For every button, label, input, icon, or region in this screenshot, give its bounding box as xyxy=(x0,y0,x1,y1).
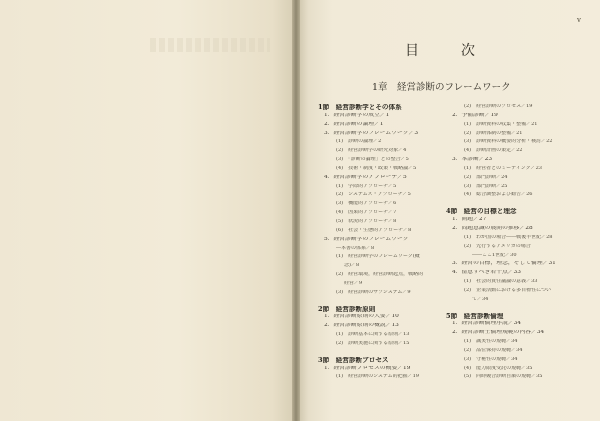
toc-entry: 5．経営診断学のフレームワーク xyxy=(324,236,409,242)
toc-entry: (1) 経営診断のシステム的把握／19 xyxy=(336,374,419,380)
toc-section-heading: 2節 経営診断原則 xyxy=(318,305,376,313)
show-through-text xyxy=(150,38,270,52)
page-number: v xyxy=(577,16,581,24)
toc-entry: 1．経営診断プロセスの概要／19 xyxy=(324,365,411,371)
toc-entry: (5) 状況的アプローチ／8 xyxy=(336,218,397,224)
toc-entry: (2) 企業活動における多目標性につい xyxy=(464,287,551,293)
toc-entry: 念)／8 xyxy=(344,263,360,269)
toc-entry: (6) 社会・生態的アプローチ／8 xyxy=(336,227,412,233)
toc-entry: ―本書の体系／8 xyxy=(336,245,375,251)
toc-entry: (1) 学際的アプローチ／5 xyxy=(336,183,397,189)
toc-entry: (2) 経営環境，経営診断起点，戦略的 xyxy=(336,272,424,278)
toc-entry: 4．経営診断学のアプローチ／5 xyxy=(324,174,407,180)
toc-entry: (1) 診断基本に関する原則／13 xyxy=(336,332,410,338)
toc-entry: 2．経営診断原則の概説／13 xyxy=(324,323,399,329)
toc-entry: (1) 誠実性の規範／34 xyxy=(464,339,518,345)
toc-title: 目 次 xyxy=(405,43,489,59)
toc-entry: 2．予備診断／19 xyxy=(452,112,498,118)
toc-entry: (5) 同時競合診断自粛の規範／35 xyxy=(464,374,543,380)
toc-entry: (3) 経営診断のサブシステム／9 xyxy=(336,289,411,295)
chapter-heading: 1章 経営診断のフレームワーク xyxy=(372,82,511,93)
toc-entry: (2) 診断体制の整備／21 xyxy=(464,130,523,136)
toc-entry: (2) 経営診断学の研究対象／4 xyxy=(336,148,407,154)
toc-entry: (2) 品位保持の規範／34 xyxy=(464,347,523,353)
toc-entry: (2) 診断実施に関する原則／15 xyxy=(336,340,410,346)
toc-entry: (3) 守秘性の規範／34 xyxy=(464,356,518,362)
toc-section-heading: 5節 経営診断倫理 xyxy=(446,312,504,320)
toc-column-left xyxy=(318,104,440,383)
toc-section-heading: 4節 経営の目標と理念 xyxy=(446,208,517,216)
toc-entry: (4) 能力限度受託の規範／35 xyxy=(464,365,533,371)
toc-section-heading: 1節 経営診断学とその体系 xyxy=(318,104,402,111)
toc-entry: 1．開題／27 xyxy=(452,217,487,223)
toc-entry: 1．経営診断倫理序説／34 xyxy=(452,321,522,327)
toc-entry: て／34 xyxy=(472,296,489,302)
toc-spacer xyxy=(446,201,596,208)
toc-entry: (1) わが国の場合――戦後半世紀／28 xyxy=(464,234,553,240)
book-gutter xyxy=(292,0,300,421)
toc-entry: 2．経営診断の論理／1 xyxy=(324,121,384,127)
toc-entry: (3) 部門診断／25 xyxy=(464,183,508,189)
toc-entry: 2．経営診断士倫理規範の内容／34 xyxy=(452,330,545,336)
toc-entry: (1) 診断の論理／2 xyxy=(336,139,382,145)
toc-entry: 1．経営診断原則の大要／10 xyxy=(324,314,399,320)
toc-entry: (2) 経営診断のプロセス／19 xyxy=(464,104,533,109)
toc-entry: 3．経営の目標，理念，そして倫理／31 xyxy=(452,261,556,267)
toc-entry: (3) 機能的アプローチ／6 xyxy=(336,201,397,207)
toc-entry: 4．留意すべき若干点／33 xyxy=(452,270,521,276)
toc-entry: (3) 「診断の論理」との整合／5 xyxy=(336,157,409,163)
toc-entry: (2) 先行するアメリカの場合 xyxy=(464,243,531,249)
toc-entry: (4) 技術・制度・政策・戦略論／5 xyxy=(336,165,417,171)
toc-entry: 3．経営診断学のフレームワーク／3 xyxy=(324,130,419,136)
toc-spacer xyxy=(318,299,440,306)
toc-entry: (3) 診断資料の概要的分析・検討／22 xyxy=(464,139,553,145)
toc-column-right xyxy=(446,104,596,383)
toc-entry: (2) システムズ・アプローチ／5 xyxy=(336,192,411,198)
toc-entry: 2．問題意識の展開の推移／28 xyxy=(452,225,533,231)
toc-entry: (4) 総合調整および勧告／26 xyxy=(464,192,533,198)
toc-entry: ――ここ1世紀／30 xyxy=(472,252,517,258)
toc-entry: (2) 部門診断／24 xyxy=(464,174,508,180)
toc-entry: (1) 経営診断学のフレームワーク(概 xyxy=(336,254,420,260)
toc-entry: 経営／9 xyxy=(344,280,363,286)
toc-entry: 3．本診断／23 xyxy=(452,157,493,163)
toc-section-heading: 3節 経営診断プロセス xyxy=(318,356,389,364)
toc-entry: (4) 診断計画の策定／22 xyxy=(464,148,523,154)
toc-entry: (1) 社会的責任議論の意義／33 xyxy=(464,279,538,285)
toc-entry: (1) 診断資料の収集・整備／21 xyxy=(464,121,538,127)
toc-spacer xyxy=(446,306,596,313)
toc-entry: (4) 因果的アプローチ／7 xyxy=(336,210,397,216)
toc-entry: 1．経営診断学の成立／1 xyxy=(324,112,390,118)
left-page xyxy=(0,0,296,421)
toc-spacer xyxy=(318,350,440,357)
toc-entry: (1) 経営者とのミーティング／23 xyxy=(464,165,542,171)
